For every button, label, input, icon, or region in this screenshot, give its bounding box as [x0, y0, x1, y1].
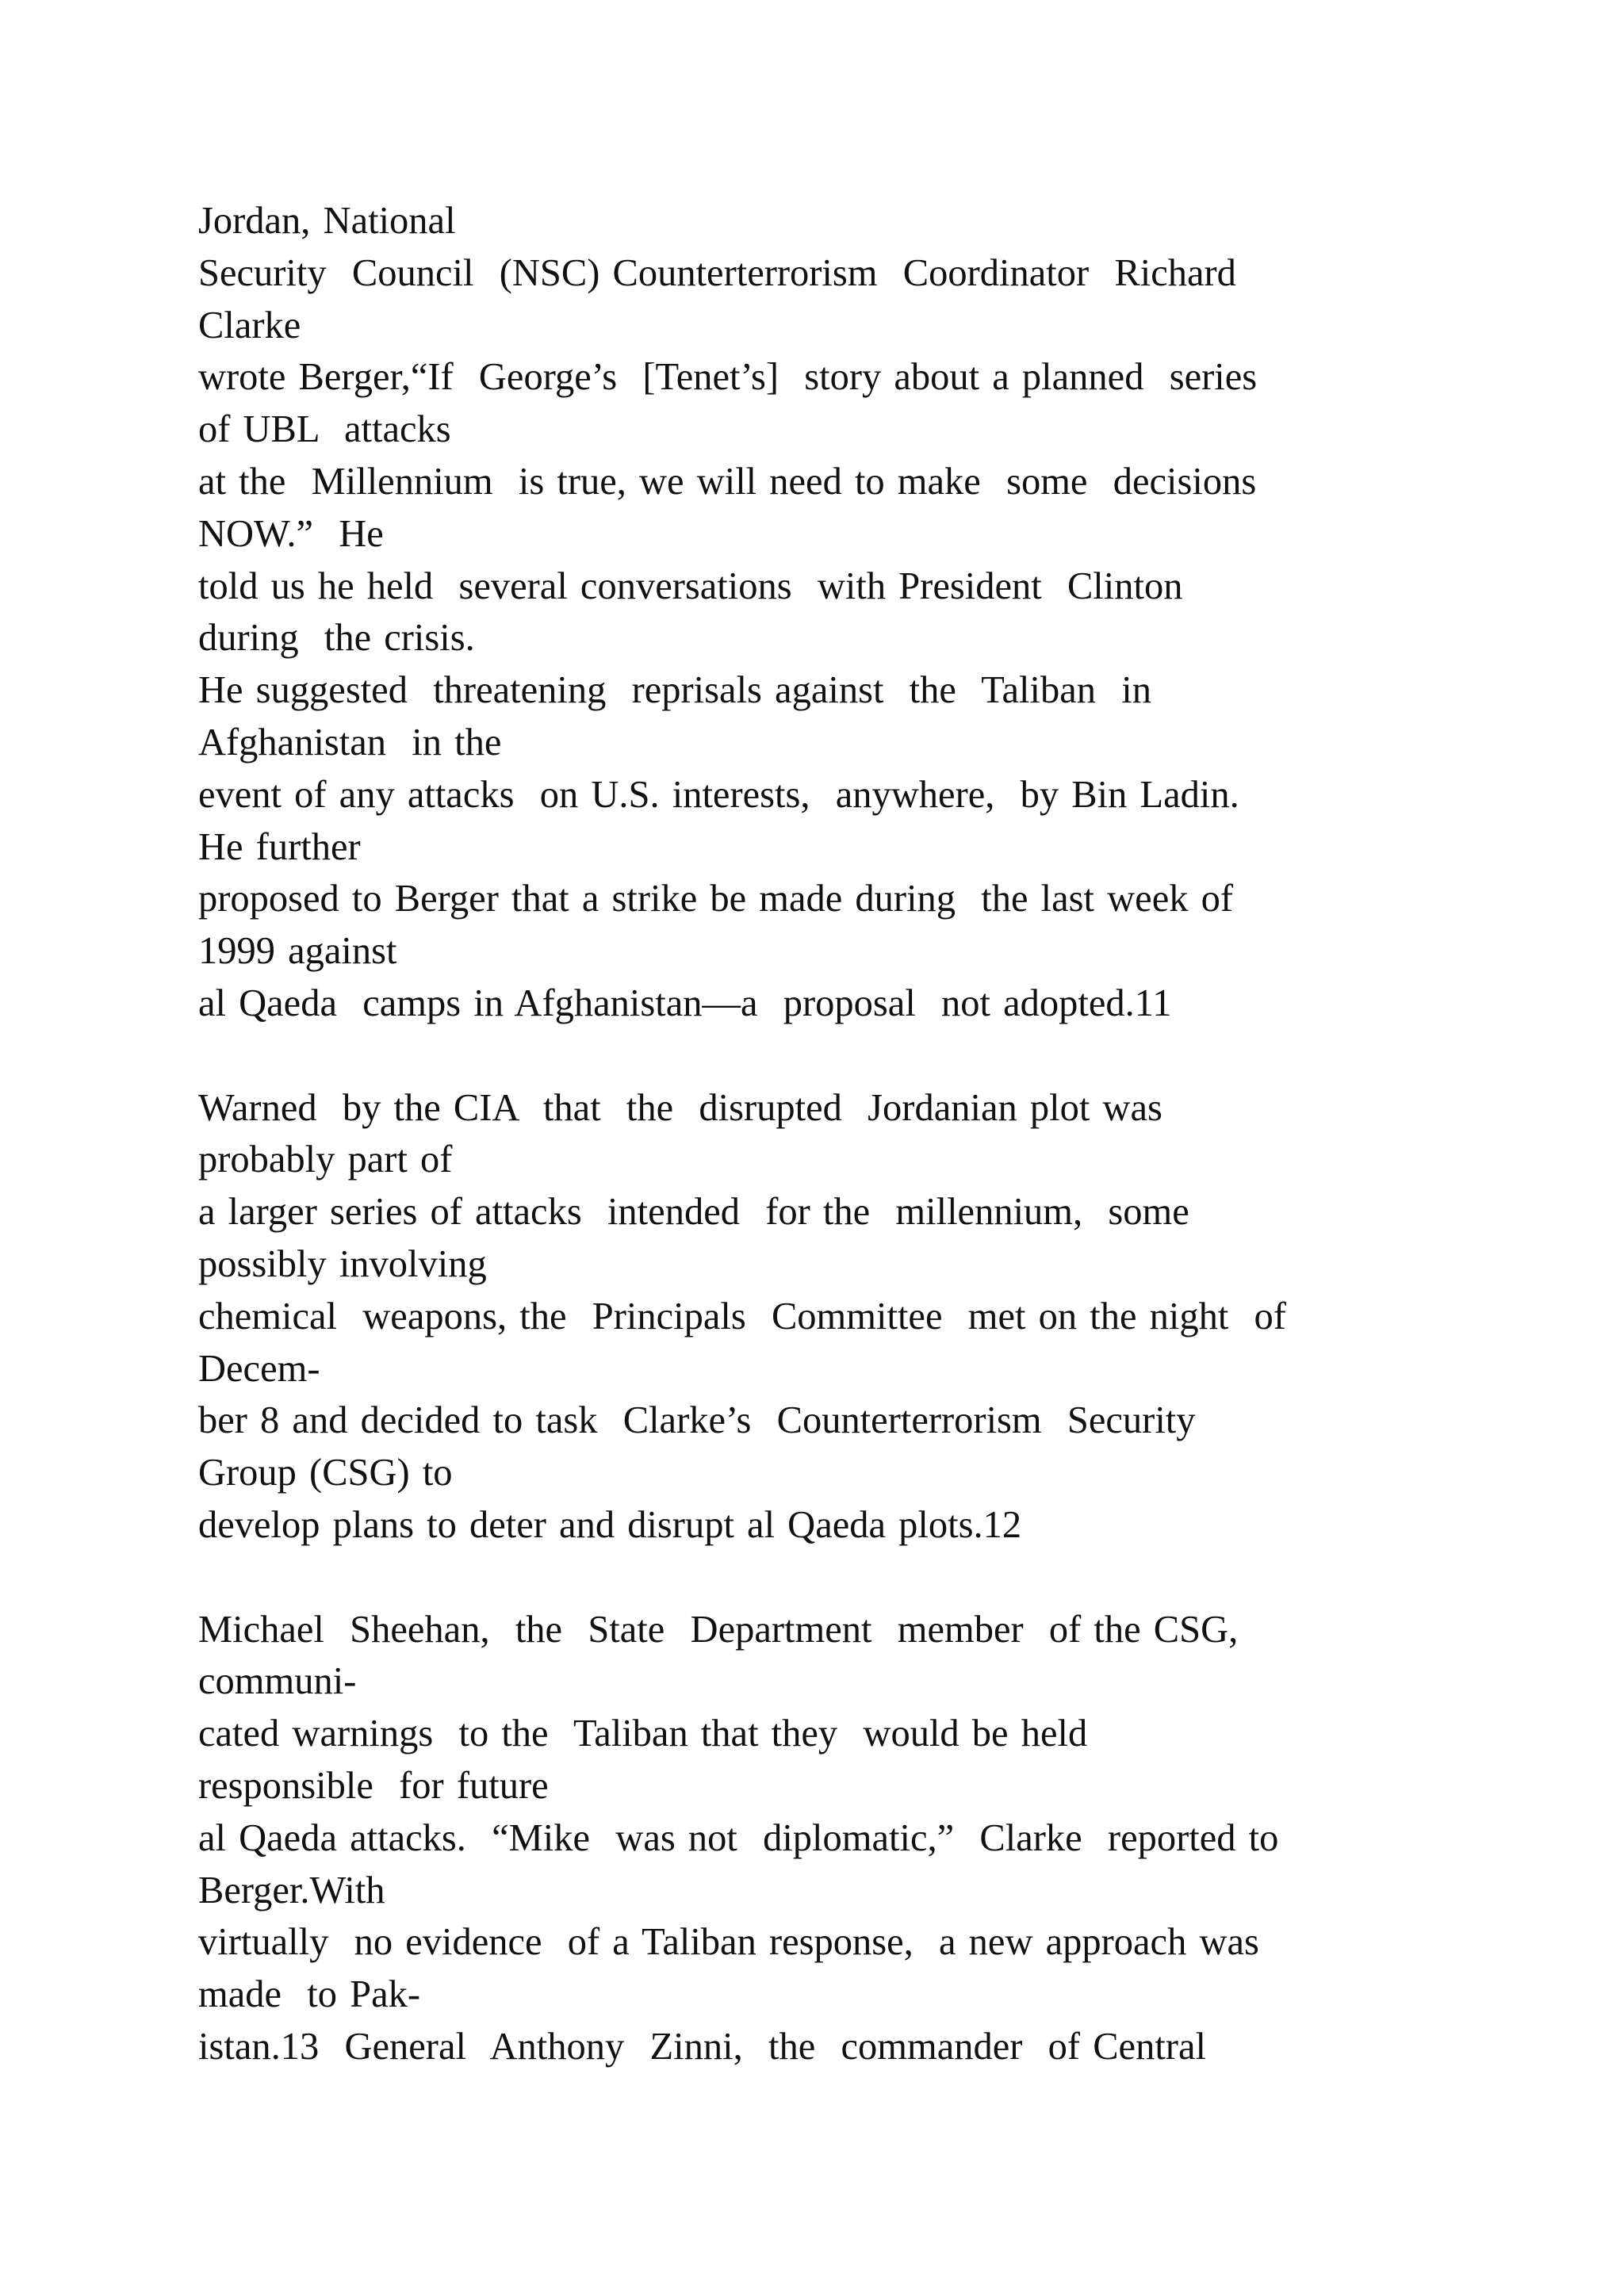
text-line: possibly involving — [198, 1242, 487, 1285]
text-line: a larger series of attacks intended for the millennium, some — [198, 1191, 1189, 1234]
text-line: 1999 against — [198, 930, 397, 973]
text-line: responsible for future — [198, 1764, 549, 1807]
paragraph-gap — [198, 1030, 1507, 1082]
text-line: ber 8 and decided to task Clarke’s Counterterrorism Security — [198, 1399, 1196, 1442]
text-line: Michael Sheehan, the State Department member of the CSG, — [198, 1608, 1239, 1651]
text-line: made to Pak- — [198, 1973, 421, 2016]
text-line: virtually no evidence of a Taliban response, a new approach was — [198, 1921, 1259, 1964]
text-line: wrote Berger,“If George’s [Tenet’s] story about a planned series — [198, 356, 1258, 399]
text-line: proposed to Berger that a strike be made during the last week of — [198, 878, 1233, 920]
text-line: Security Council (NSC) Counterterrorism Coordinator Richard — [198, 251, 1236, 294]
paragraph-3 — [198, 1604, 1507, 2073]
text-line: Jordan, National — [198, 200, 456, 242]
document-body — [198, 195, 1507, 2073]
text-line: probably part of — [198, 1138, 453, 1181]
text-line: at the Millennium is true, we will need to make some decisions — [198, 460, 1257, 503]
text-line: Afghanistan in the — [198, 721, 502, 763]
text-line: He further — [198, 825, 361, 868]
text-line: Berger.With — [198, 1869, 385, 1911]
paragraph-2 — [198, 1082, 1507, 1552]
text-line: told us he held several conversations with President Clinton — [198, 564, 1183, 607]
text-line: Warned by the CIA that the disrupted Jordanian plot was — [198, 1086, 1162, 1129]
text-line: during the crisis. — [198, 617, 475, 660]
text-line: Group (CSG) to — [198, 1452, 453, 1494]
text-line: Clarke — [198, 304, 301, 346]
paragraph-1 — [198, 195, 1507, 1030]
text-line: Decem- — [198, 1347, 320, 1390]
text-line: communi- — [198, 1660, 357, 1703]
text-line: NOW.” He — [198, 512, 384, 555]
text-line: istan.13 General Anthony Zinni, the commander of Central — [198, 2025, 1206, 2068]
text-line: al Qaeda attacks. “Mike was not diplomatic,” Clarke reported to — [198, 1816, 1279, 1859]
text-line: He suggested threatening reprisals against the Taliban in — [198, 669, 1152, 712]
text-line: chemical weapons, the Principals Committee met on the night of — [198, 1295, 1286, 1337]
text-line: develop plans to deter and disrupt al Qaeda plots.12 — [198, 1503, 1022, 1546]
text-line: event of any attacks on U.S. interests, anywhere, by Bin Ladin. — [198, 773, 1239, 816]
paragraph-gap — [198, 1552, 1507, 1604]
text-line: cated warnings to the Taliban that they would be held — [198, 1712, 1088, 1755]
text-line: al Qaeda camps in Afghanistan—a proposal not adopted.11 — [198, 982, 1172, 1024]
text-line: of UBL attacks — [198, 408, 451, 451]
